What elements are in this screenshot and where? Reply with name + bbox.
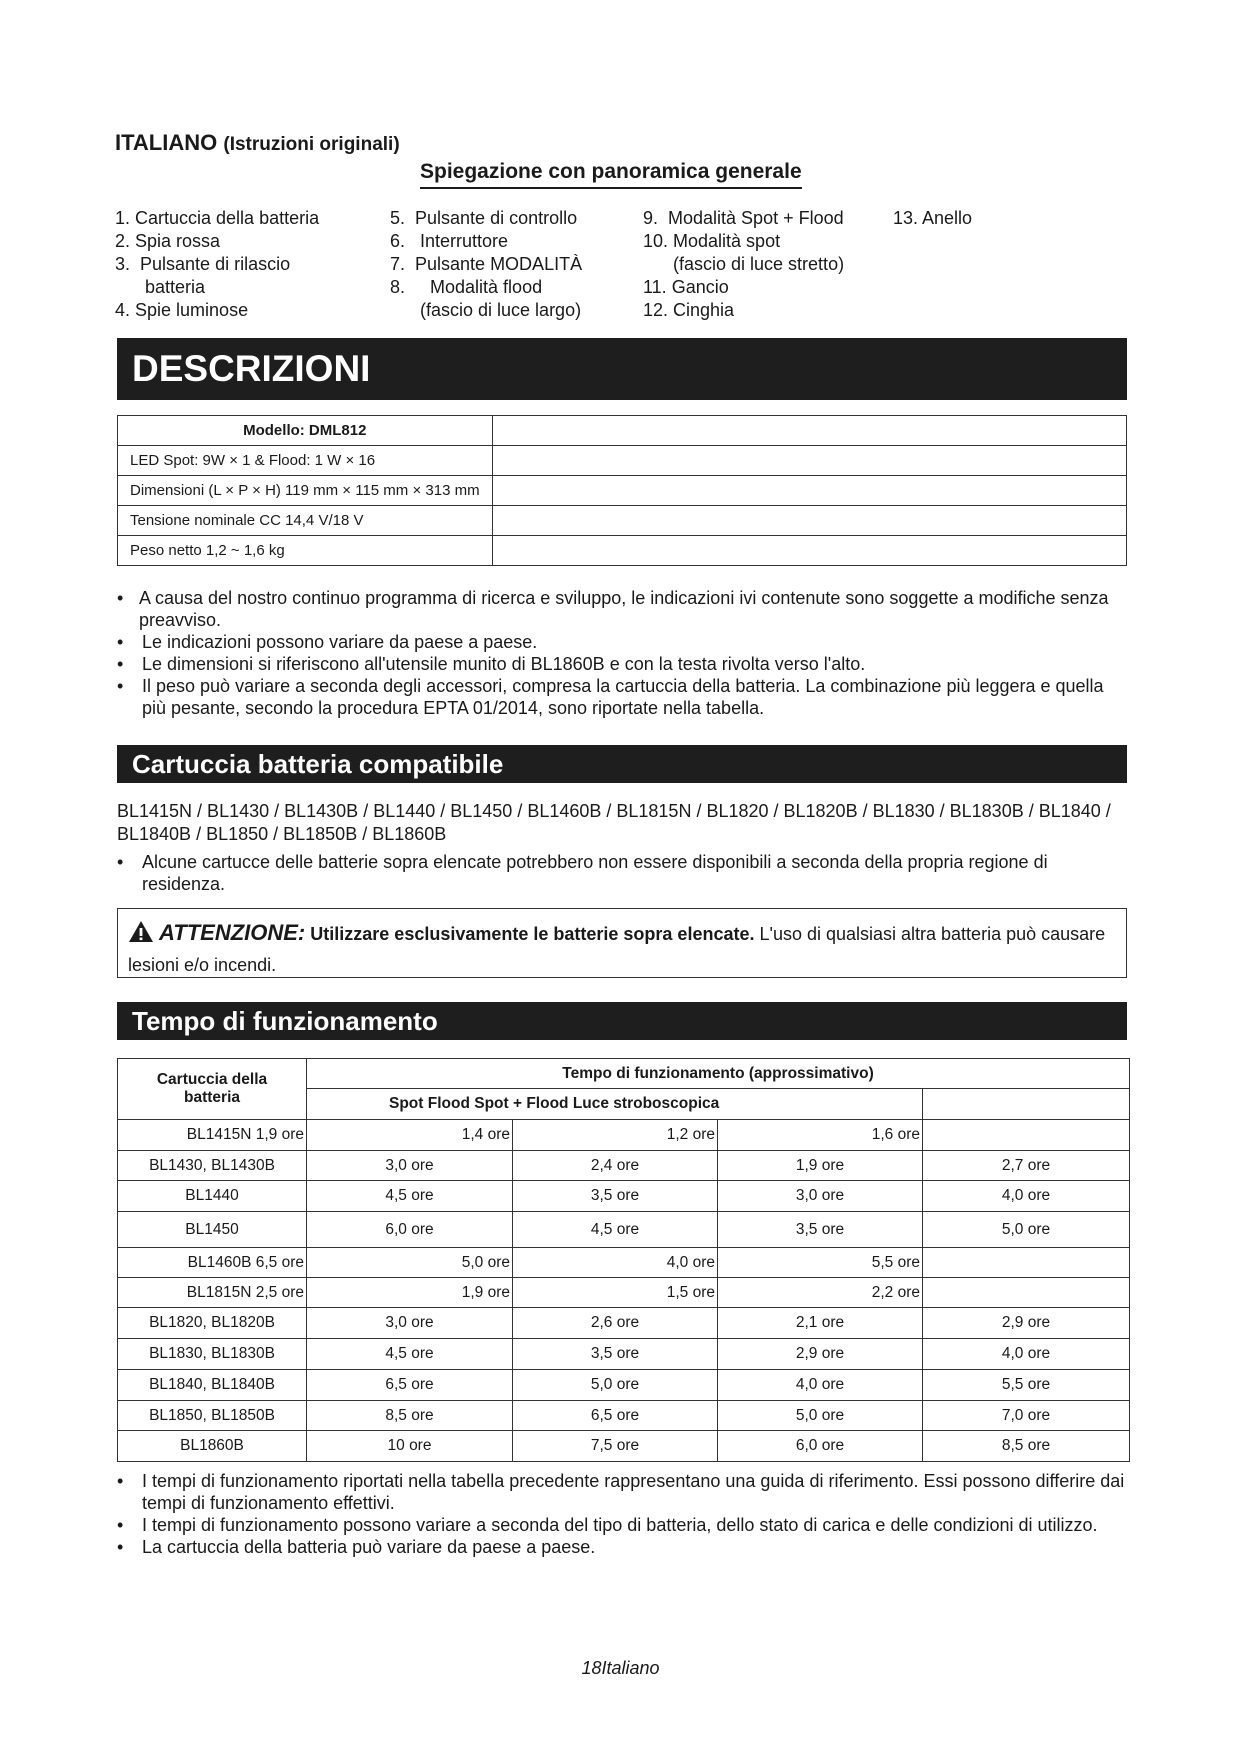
caution-text: L'uso di qualsiasi altra batteria può causare lesioni e/o incendi. (128, 924, 1106, 975)
table-cell: 4,5 ore (513, 1212, 718, 1248)
table-cell: 2,9 ore (923, 1308, 1130, 1339)
table-cell: 4,5 ore (307, 1339, 513, 1370)
table-cell: 7,5 ore (513, 1431, 718, 1462)
table-row (118, 1212, 1130, 1248)
table-cell (923, 1089, 1130, 1120)
table-cell: 8,5 ore (307, 1401, 513, 1431)
table-cell: BL1415N 1,9 ore (118, 1120, 307, 1151)
table-cell: BL1815N 2,5 ore (118, 1278, 307, 1308)
table-cell (492, 416, 1126, 446)
table-cell: BL1850, BL1850B (118, 1401, 307, 1431)
part-item: 11. Gancio (643, 277, 729, 297)
table-row (118, 416, 1127, 446)
table-cell: BL1860B (118, 1431, 307, 1462)
warning-icon (128, 920, 154, 943)
spec-voltage: Tensione nominale CC 14,4 V/18 V (118, 506, 493, 536)
spec-dimensions: Dimensioni (L × P × H) 119 mm × 115 mm × 313 mm (118, 476, 493, 506)
table-row (118, 1151, 1130, 1181)
part-item: 6. Interruttore (390, 231, 509, 251)
runtime-table (117, 1058, 1130, 1462)
col-header-runtime: Tempo di funzionamento (approssimativo) (307, 1059, 1130, 1089)
caution-bold-text: Utilizzare esclusivamente le batterie sopra elencate. (310, 924, 755, 944)
list-item: • La cartuccia della batteria può variare da paese a paese. (117, 1536, 1132, 1558)
table-cell (492, 536, 1126, 566)
table-cell: 3,5 ore (513, 1181, 718, 1212)
language-title (115, 130, 400, 156)
col-header-battery: Cartuccia della batteria (118, 1059, 307, 1120)
table-cell: 4,0 ore (923, 1339, 1130, 1370)
table-cell: BL1450 (118, 1212, 307, 1248)
descrizioni-notes (117, 587, 1132, 719)
table-cell: 3,5 ore (718, 1212, 923, 1248)
battery-notes (117, 851, 1132, 895)
table-cell: 3,5 ore (513, 1339, 718, 1370)
table-row (118, 1370, 1130, 1401)
table-row (118, 1339, 1130, 1370)
table-row (118, 476, 1127, 506)
table-cell: 6,0 ore (718, 1431, 923, 1462)
runtime-notes (117, 1470, 1132, 1558)
table-cell: 5,5 ore (923, 1370, 1130, 1401)
section-header-runtime: Tempo di funzionamento (117, 1002, 1127, 1040)
list-item: • Il peso può variare a seconda degli accessori, compresa la cartuccia della batteria. La combinazione più leggera e quella più pesante, secondo la procedura EPTA 01/2014, sono riportate nella tabella. (117, 675, 1132, 719)
table-cell: BL1820, BL1820B (118, 1308, 307, 1339)
part-item: 1. Cartuccia della batteria (115, 208, 320, 228)
table-cell: 1,9 ore (718, 1151, 923, 1181)
table-cell: 5,0 ore (718, 1401, 923, 1431)
table-row (118, 1278, 1130, 1308)
parts-list-col-4 (893, 207, 972, 230)
table-cell (492, 476, 1126, 506)
table-cell: 6,5 ore (307, 1370, 513, 1401)
table-cell: 8,5 ore (923, 1431, 1130, 1462)
list-item: • Le dimensioni si riferiscono all'utensile munito di BL1860B e con la testa rivolta verso l'alto. (117, 653, 1132, 675)
part-item: (fascio di luce stretto) (643, 254, 845, 274)
table-cell: 1,6 ore (718, 1120, 923, 1151)
part-item: 13. Anello (893, 208, 973, 228)
table-cell (923, 1248, 1130, 1278)
table-cell: BL1460B 6,5 ore (118, 1248, 307, 1278)
parts-list-col-3 (643, 207, 844, 322)
parts-list-col-1 (115, 207, 319, 322)
table-cell: 2,7 ore (923, 1151, 1130, 1181)
table-cell: 3,0 ore (718, 1181, 923, 1212)
list-item: • I tempi di funzionamento possono variare a seconda del tipo di batteria, dello stato di carica e delle condizioni di utilizzo. (117, 1514, 1132, 1536)
table-cell: 6,0 ore (307, 1212, 513, 1248)
table-row (118, 536, 1127, 566)
table-row (118, 1120, 1130, 1151)
part-item: 8. Modalità flood (390, 277, 543, 297)
list-item: • A causa del nostro continuo programma di ricerca e sviluppo, le indicazioni ivi contenute sono soggette a modifiche senza preavviso. (117, 587, 1132, 631)
language-subtitle: (Istruzioni originali) (223, 134, 400, 155)
table-row (118, 506, 1127, 536)
table-cell: 5,5 ore (718, 1248, 923, 1278)
table-cell: 4,5 ore (307, 1181, 513, 1212)
part-item: 4. Spie luminose (115, 300, 249, 320)
col-subheader-modes: Spot Flood Spot + Flood Luce stroboscopica (307, 1089, 923, 1120)
table-cell: 2,2 ore (718, 1278, 923, 1308)
part-item: 2. Spia rossa (115, 231, 221, 251)
part-item: 7. Pulsante MODALITÀ (390, 254, 583, 274)
table-cell: 5,0 ore (307, 1248, 513, 1278)
table-cell (492, 446, 1126, 476)
table-cell: 2,6 ore (513, 1308, 718, 1339)
table-cell: 2,4 ore (513, 1151, 718, 1181)
part-item: 12. Cinghia (643, 300, 735, 320)
compatible-battery-list: BL1415N / BL1430 / BL1430B / BL1440 / BL1450 / BL1460B / BL1815N / BL1820 / BL1820B / BL1830 / BL1830B / BL1840 / BL1840B / BL1850 / BL1850B / BL1860B (117, 801, 1111, 844)
table-cell: 1,5 ore (513, 1278, 718, 1308)
caution-title: ATTENZIONE: (159, 920, 306, 945)
table-cell: 10 ore (307, 1431, 513, 1462)
overview-title: Spiegazione con panoramica generale (420, 160, 802, 189)
table-cell: 1,4 ore (307, 1120, 513, 1151)
table-cell: 4,0 ore (718, 1370, 923, 1401)
part-item: 3. Pulsante di rilascio (115, 254, 291, 274)
table-cell (923, 1278, 1130, 1308)
caution-box (117, 908, 1127, 978)
list-item: • Alcune cartucce delle batterie sopra elencate potrebbero non essere disponibili a seconda della propria regione di residenza. (117, 851, 1132, 895)
table-cell: 4,0 ore (513, 1248, 718, 1278)
table-cell: 3,0 ore (307, 1151, 513, 1181)
spec-led: LED Spot: 9W × 1 & Flood: 1 W × 16 (118, 446, 493, 476)
table-cell: BL1430, BL1430B (118, 1151, 307, 1181)
table-cell: 5,0 ore (513, 1370, 718, 1401)
table-cell: 4,0 ore (923, 1181, 1130, 1212)
part-item: 9. Modalità Spot + Flood (643, 208, 844, 228)
page-number: 18Italiano (581, 1658, 660, 1678)
part-item: 10. Modalità spot (643, 231, 781, 251)
part-item: (fascio di luce largo) (390, 300, 582, 320)
part-item: batteria (115, 277, 206, 297)
list-item: • I tempi di funzionamento riportati nella tabella precedente rappresentano una guida di riferimento. Essi possono differire dai tempi di funzionamento effettivi. (117, 1470, 1132, 1514)
table-row (118, 1431, 1130, 1462)
table-header-row (118, 1059, 1130, 1089)
table-cell: 1,9 ore (307, 1278, 513, 1308)
table-cell: 2,9 ore (718, 1339, 923, 1370)
table-row (118, 446, 1127, 476)
model-label: Modello: DML812 (118, 416, 493, 446)
section-header-battery: Cartuccia batteria compatibile (117, 745, 1127, 783)
table-cell: 5,0 ore (923, 1212, 1130, 1248)
table-row (118, 1248, 1130, 1278)
table-cell: BL1840, BL1840B (118, 1370, 307, 1401)
table-cell: 1,2 ore (513, 1120, 718, 1151)
table-cell: 7,0 ore (923, 1401, 1130, 1431)
table-cell: 2,1 ore (718, 1308, 923, 1339)
specifications-table (117, 415, 1127, 566)
section-header-descrizioni: DESCRIZIONI (117, 338, 1127, 400)
list-item: • Le indicazioni possono variare da paese a paese. (117, 631, 1132, 653)
table-cell (923, 1120, 1130, 1151)
table-row (118, 1308, 1130, 1339)
table-cell: BL1830, BL1830B (118, 1339, 307, 1370)
table-cell: 3,0 ore (307, 1308, 513, 1339)
table-cell: BL1440 (118, 1181, 307, 1212)
spec-weight: Peso netto 1,2 ~ 1,6 kg (118, 536, 493, 566)
parts-list-col-2 (390, 207, 582, 322)
table-cell: 6,5 ore (513, 1401, 718, 1431)
part-item: 5. Pulsante di controllo (390, 208, 578, 228)
table-row (118, 1401, 1130, 1431)
table-cell (492, 506, 1126, 536)
table-row (118, 1181, 1130, 1212)
language-label: ITALIANO (115, 130, 218, 155)
